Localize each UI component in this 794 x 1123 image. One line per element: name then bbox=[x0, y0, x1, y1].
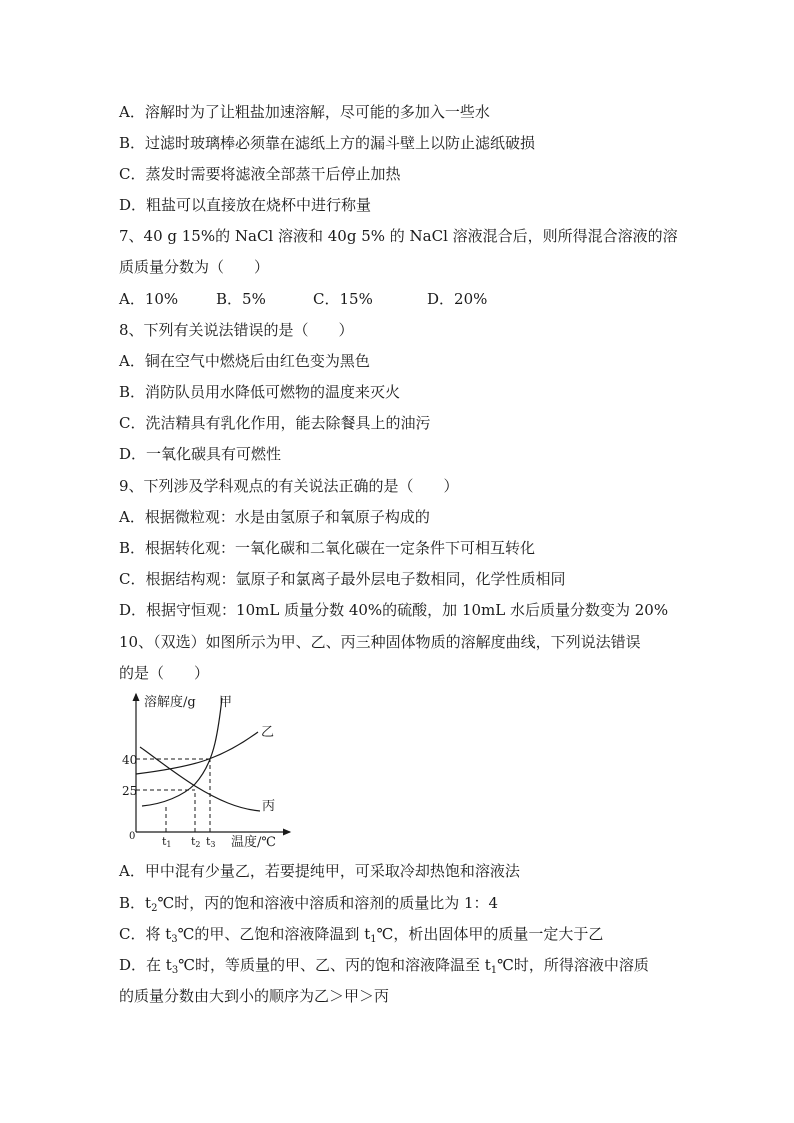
q8-option-c: C．洗洁精具有乳化作用，能去除餐具上的油污 bbox=[119, 414, 431, 432]
q9-option-a: A．根据微粒观：水是由氢原子和氧原子构成的 bbox=[119, 508, 430, 526]
q10-option-a: A．甲中混有少量乙，若要提纯甲，可采取冷却热饱和溶液法 bbox=[119, 862, 520, 880]
q7-stem-line1: 7、40 g 15%的 NaCl 溶液和 40g 5% 的 NaCl 溶液混合后，则所得混合溶液的溶 bbox=[119, 227, 678, 245]
dashed-guides bbox=[136, 759, 210, 832]
solubility-chart bbox=[118, 688, 298, 848]
q9-stem: 9、下列涉及学科观点的有关说法正确的是（ ） bbox=[119, 477, 459, 495]
y-tick-label: 40 bbox=[122, 753, 138, 767]
series-yi-curve bbox=[136, 732, 258, 774]
q10-option-d: D．在 $t_3℃$时，等质量的甲、乙、丙的饱和溶液降温至 $t_1℃$时，所得溶液中溶质 bbox=[119, 956, 649, 976]
y-tick-labels bbox=[122, 753, 137, 798]
x-axis-label: 温度/℃ bbox=[231, 835, 276, 848]
q9-option-c: C．根据结构观：氩原子和氯离子最外层电子数相同，化学性质相同 bbox=[119, 570, 566, 588]
q10-stem-line2: 的是（ ） bbox=[119, 664, 210, 682]
x-tick-label: t3 bbox=[206, 835, 216, 848]
q10-option-b: B．$t_2℃$时，丙的饱和溶液中溶质和溶剂的质量比为 1：4 bbox=[119, 894, 499, 914]
q6-option-a: A．溶解时为了让粗盐加速溶解，尽可能的多加入一些水 bbox=[119, 103, 490, 121]
series-bing-curve bbox=[140, 747, 260, 811]
series-jia-label: 甲 bbox=[219, 695, 233, 710]
q6-option-b: B．过滤时玻璃棒必须靠在滤纸上方的漏斗壁上以防止滤纸破损 bbox=[119, 134, 536, 152]
q8-option-b: B．消防队员用水降低可燃物的温度来灭火 bbox=[119, 383, 401, 401]
q7-option-a: A．10% bbox=[119, 290, 179, 308]
series-yi-label: 乙 bbox=[261, 725, 275, 740]
q10-option-c: C．将 $t_3℃$的甲、乙饱和溶液降温到 $t_1℃$，析出固体甲的质量一定大于乙 bbox=[119, 925, 604, 945]
q10-stem-line1: 10、（双选）如图所示为甲、乙、丙三种固体物质的溶解度曲线，下列说法错误 bbox=[119, 633, 641, 651]
q8-option-a: A．铜在空气中燃烧后由红色变为黑色 bbox=[119, 352, 370, 370]
q7-option-c: C．15% bbox=[313, 290, 373, 308]
x-tick-label: t1 bbox=[162, 835, 172, 848]
y-tick-label: 25 bbox=[122, 784, 138, 798]
q7-option-d: D．20% bbox=[427, 290, 488, 308]
x-tick-labels bbox=[162, 835, 216, 848]
y-axis-label: 溶解度/g bbox=[144, 695, 196, 710]
q8-stem: 8、下列有关说法错误的是（ ） bbox=[119, 321, 354, 339]
origin-label: 0 bbox=[129, 831, 136, 842]
q9-option-b: B．根据转化观：一氧化碳和二氧化碳在一定条件下可相互转化 bbox=[119, 539, 536, 557]
q8-option-d: D．一氧化碳具有可燃性 bbox=[119, 445, 282, 463]
q10-option-d-line2: 的质量分数由大到小的顺序为乙＞甲＞丙 bbox=[119, 987, 390, 1005]
q7-options-row bbox=[119, 289, 487, 309]
q9-option-d: D．根据守恒观：10mL 质量分数 40%的硫酸，加 10mL 水后质量分数变为 20% bbox=[119, 601, 669, 619]
q6-option-c: C．蒸发时需要将滤液全部蒸干后停止加热 bbox=[119, 165, 401, 183]
q7-option-b: B．5% bbox=[216, 290, 266, 308]
q7-stem-line2: 质质量分数为（ ） bbox=[119, 258, 270, 276]
series-bing-label: 丙 bbox=[262, 799, 276, 814]
q6-option-d: D．粗盐可以直接放在烧杯中进行称量 bbox=[119, 196, 372, 214]
x-tick-label: t2 bbox=[191, 835, 201, 848]
